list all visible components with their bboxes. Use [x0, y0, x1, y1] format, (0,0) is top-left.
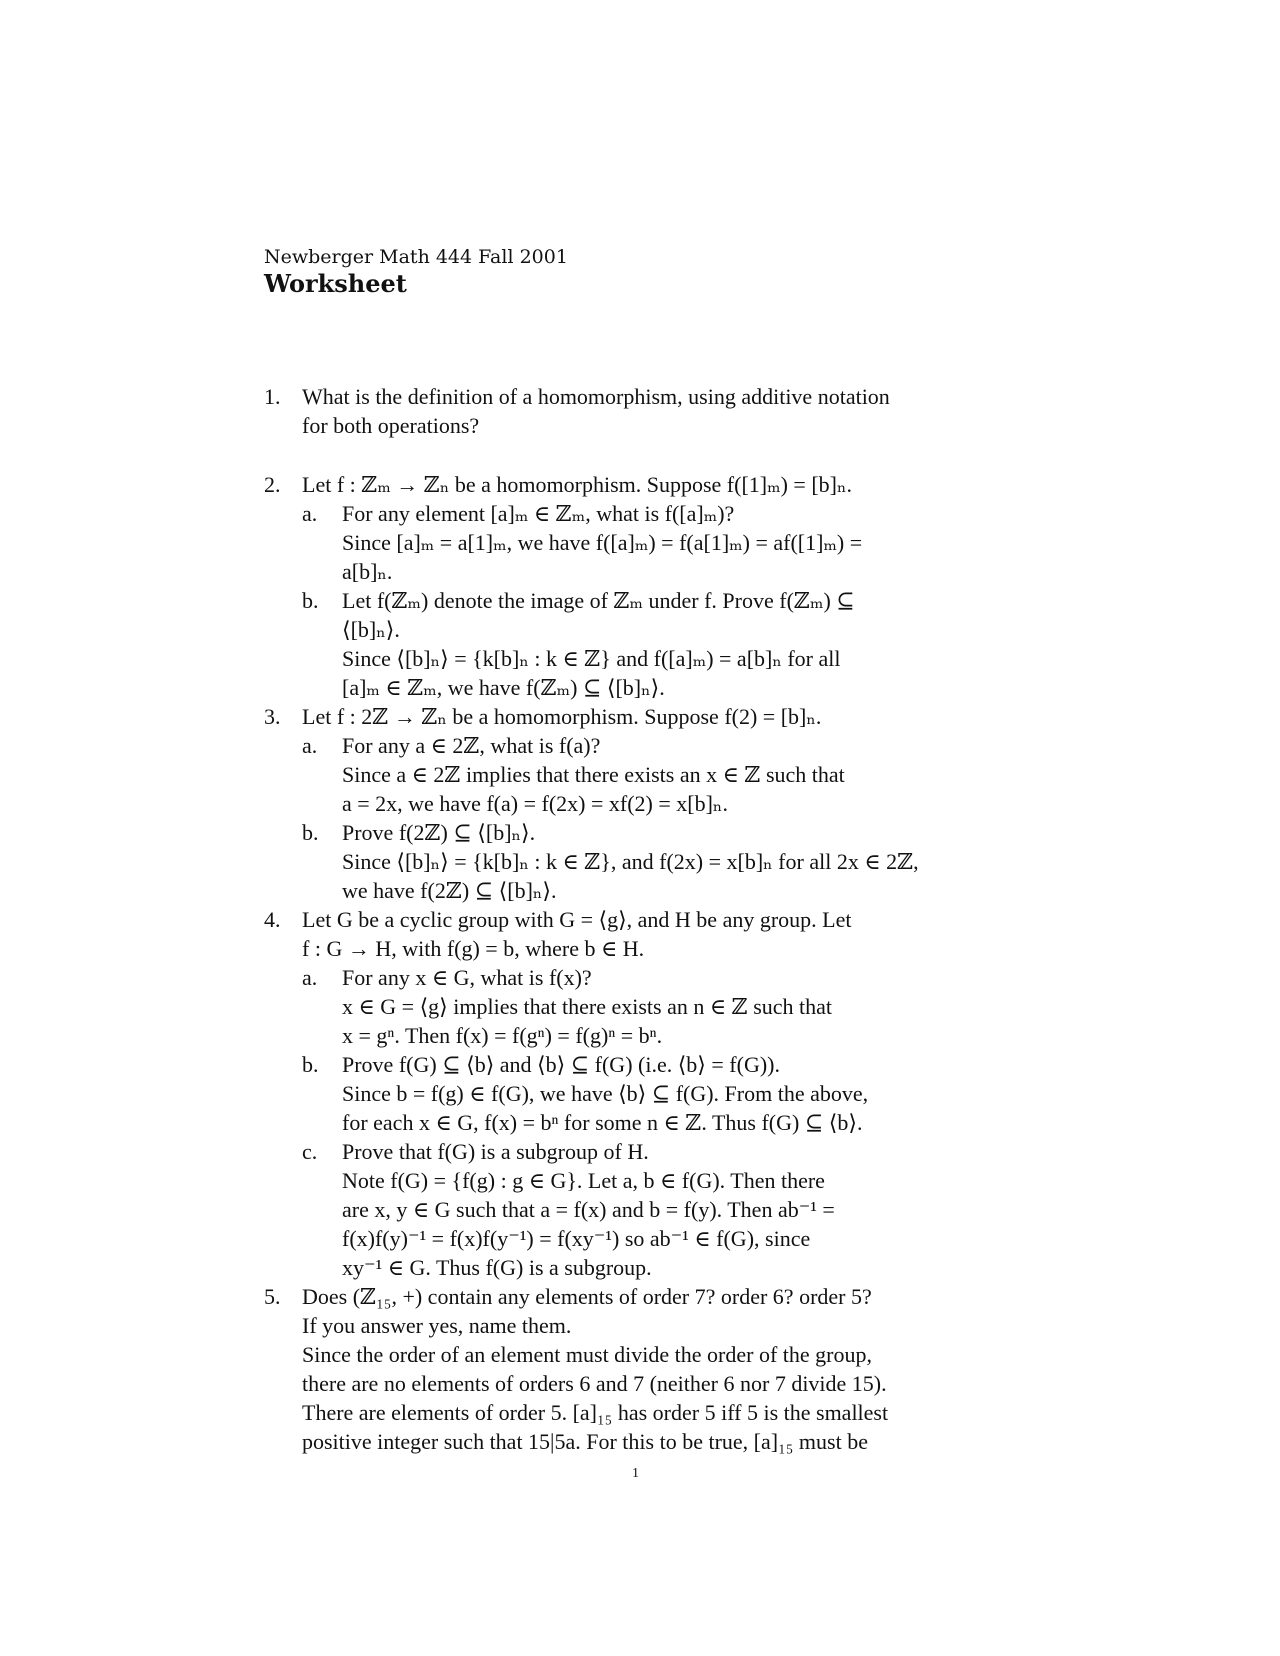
question-4b-label: b. [302, 1052, 319, 1077]
question-4c-line: are x, y ∈ G such that a = f(x) and b = f(y). Then ab⁻¹ = [342, 1197, 835, 1222]
question-5-line: There are elements of order 5. [a]₁₅ has order 5 iff 5 is the smallest [302, 1400, 889, 1425]
question-2a-label: a. [302, 501, 318, 526]
question-4c-line: xy⁻¹ ∈ G. Thus f(G) is a subgroup. [342, 1255, 652, 1280]
question-3-stem: Let f : 2ℤ → ℤₙ be a homomorphism. Suppose f(2) = [b]ₙ. [302, 704, 822, 729]
question-2a-line: For any element [a]ₘ ∈ ℤₘ, what is f([a]ₘ)? [342, 501, 735, 526]
question-3b-line: Since ⟨[b]ₙ⟩ = {k[b]ₙ : k ∈ ℤ}, and f(2x) = x[b]ₙ for all 2x ∈ 2ℤ, [342, 849, 919, 874]
question-5-line: Does (ℤ₁₅, +) contain any elements of order 7? order 6? order 5? [302, 1284, 872, 1309]
question-2-stem: Let f : ℤₘ → ℤₙ be a homomorphism. Suppose f([1]ₘ) = [b]ₙ. [302, 472, 853, 497]
question-4a-label: a. [302, 965, 318, 990]
question-4c-line: Note f(G) = {f(g) : g ∈ G}. Let a, b ∈ f(G). Then there [342, 1168, 825, 1193]
question-3a-line: For any a ∈ 2ℤ, what is f(a)? [342, 733, 601, 758]
question-4b-line: for each x ∈ G, f(x) = bⁿ for some n ∈ ℤ. Thus f(G) ⊆ ⟨b⟩. [342, 1110, 863, 1135]
question-3a-line: Since a ∈ 2ℤ implies that there exists an x ∈ ℤ such that [342, 762, 845, 787]
question-4c-label: c. [302, 1139, 318, 1164]
question-2a-line: Since [a]ₘ = a[1]ₘ, we have f([a]ₘ) = f(a[1]ₘ) = af([1]ₘ) = [342, 530, 863, 555]
question-3a-label: a. [302, 733, 318, 758]
question-2b-label: b. [302, 588, 319, 613]
question-4c-line: Prove that f(G) is a subgroup of H. [342, 1139, 649, 1164]
course-header: Newberger Math 444 Fall 2001 [264, 246, 568, 268]
question-3b-line: we have f(2ℤ) ⊆ ⟨[b]ₙ⟩. [342, 878, 557, 903]
question-3b-label: b. [302, 820, 319, 845]
question-4a-line: For any x ∈ G, what is f(x)? [342, 965, 592, 990]
question-2b-line: Let f(ℤₘ) denote the image of ℤₘ under f. Prove f(ℤₘ) ⊆ [342, 588, 855, 613]
question-1-number: 1. [264, 384, 281, 409]
question-5-number: 5. [264, 1284, 281, 1309]
question-5-line: If you answer yes, name them. [302, 1313, 572, 1338]
question-4a-line: x ∈ G = ⟨g⟩ implies that there exists an n ∈ ℤ such that [342, 994, 833, 1019]
question-2b-line: ⟨[b]ₙ⟩. [342, 617, 400, 642]
question-2b-line: Since ⟨[b]ₙ⟩ = {k[b]ₙ : k ∈ ℤ} and f([a]ₘ) = a[b]ₙ for all [342, 646, 841, 671]
question-4c-line: f(x)f(y)⁻¹ = f(x)f(y⁻¹) = f(xy⁻¹) so ab⁻¹ ∈ f(G), since [342, 1226, 811, 1251]
question-3b-line: Prove f(2ℤ) ⊆ ⟨[b]ₙ⟩. [342, 820, 536, 845]
question-5-line: Since the order of an element must divide the order of the group, [302, 1342, 872, 1367]
question-4-stem: f : G → H, with f(g) = b, where b ∈ H. [302, 936, 645, 961]
question-4-number: 4. [264, 907, 281, 932]
question-5-line: there are no elements of orders 6 and 7 (neither 6 nor 7 divide 15). [302, 1371, 887, 1396]
question-2a-line: a[b]ₙ. [342, 559, 393, 584]
question-2-number: 2. [264, 472, 281, 497]
worksheet-title: Worksheet [264, 269, 407, 298]
question-3-number: 3. [264, 704, 281, 729]
question-5-line: positive integer such that 15|5a. For this to be true, [a]₁₅ must be [302, 1429, 868, 1454]
question-2b-line: [a]ₘ ∈ ℤₘ, we have f(ℤₘ) ⊆ ⟨[b]ₙ⟩. [342, 675, 665, 700]
question-4b-line: Prove f(G) ⊆ ⟨b⟩ and ⟨b⟩ ⊆ f(G) (i.e. ⟨b⟩ = f(G)). [342, 1052, 780, 1077]
question-4b-line: Since b = f(g) ∈ f(G), we have ⟨b⟩ ⊆ f(G). From the above, [342, 1081, 869, 1106]
question-1-line: for both operations? [302, 413, 480, 438]
question-3a-line: a = 2x, we have f(a) = f(2x) = xf(2) = x[b]ₙ. [342, 791, 728, 816]
page-number: 1 [632, 1466, 639, 1481]
question-4-stem: Let G be a cyclic group with G = ⟨g⟩, and H be any group. Let [302, 907, 852, 932]
question-1-line: What is the definition of a homomorphism, using additive notation [302, 384, 890, 409]
question-4a-line: x = gⁿ. Then f(x) = f(gⁿ) = f(g)ⁿ = bⁿ. [342, 1023, 663, 1048]
